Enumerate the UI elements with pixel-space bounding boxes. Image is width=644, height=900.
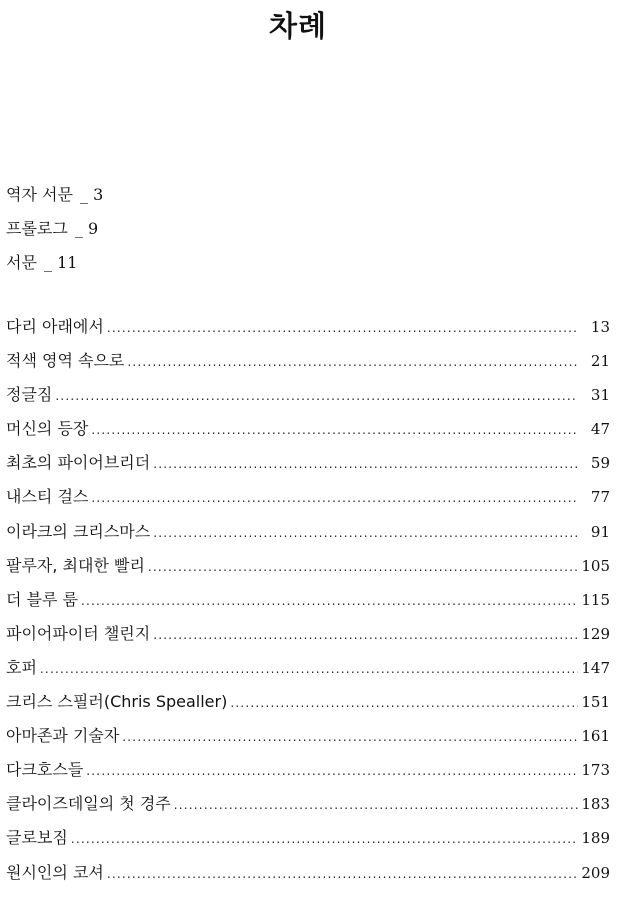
chapter-title: 내스티 걸스 — [6, 487, 89, 507]
toc-entry[interactable] — [6, 382, 610, 416]
dot-leader — [55, 389, 578, 403]
dot-leader — [107, 867, 578, 881]
chapter-page: 77 — [590, 488, 610, 507]
chapter-title: 아마존과 기술자 — [6, 726, 120, 746]
toc-entry[interactable] — [6, 553, 610, 587]
chapter-title: 다크호스들 — [6, 760, 84, 780]
chapter-title: 최초의 파이어브리더 — [6, 453, 151, 473]
toc-entry[interactable] — [6, 348, 610, 382]
dot-leader — [153, 628, 578, 642]
front-matter-page: 9 — [88, 219, 99, 238]
front-matter-list — [6, 182, 566, 284]
chapter-title: 크리스 스필러(Chris Spealler) — [6, 692, 228, 712]
toc-entry[interactable] — [6, 860, 610, 894]
chapter-page: 31 — [590, 386, 610, 405]
toc-entry[interactable] — [6, 484, 610, 518]
toc-entry[interactable] — [6, 519, 610, 553]
chapter-title: 이라크의 크리스마스 — [6, 521, 151, 541]
chapter-page: 21 — [590, 352, 610, 371]
toc-entry[interactable] — [6, 416, 610, 450]
front-matter-item[interactable] — [6, 182, 566, 216]
dot-leader — [153, 457, 578, 471]
toc-entry[interactable] — [6, 825, 610, 859]
chapter-title: 클라이즈데일의 첫 경주 — [6, 794, 171, 814]
chapter-page: 183 — [581, 795, 610, 814]
chapter-page: 161 — [581, 727, 610, 746]
dot-leader — [127, 355, 578, 369]
chapter-page: 147 — [581, 658, 610, 677]
front-matter-separator: _ — [44, 253, 53, 272]
toc-entry[interactable] — [6, 314, 610, 348]
chapter-page: 59 — [590, 454, 610, 473]
chapter-title: 글로보짐 — [6, 828, 68, 848]
dot-leader — [86, 764, 578, 778]
chapter-page: 115 — [581, 590, 610, 609]
chapter-page: 151 — [581, 693, 610, 712]
toc-entry[interactable] — [6, 689, 610, 723]
front-matter-page: 11 — [57, 253, 78, 272]
dot-leader — [230, 696, 578, 710]
chapter-title: 정글짐 — [6, 385, 53, 405]
dot-leader — [174, 798, 578, 812]
toc-entry[interactable] — [6, 655, 610, 689]
chapter-title: 팔루자, 최대한 빨리 — [6, 555, 145, 575]
front-matter-label: 서문 — [6, 253, 37, 272]
front-matter-page: 3 — [93, 185, 104, 204]
chapter-page: 13 — [590, 318, 610, 336]
chapter-page: 209 — [581, 863, 610, 882]
chapter-title: 머신의 등장 — [6, 419, 89, 439]
chapter-page: 47 — [590, 420, 610, 439]
front-matter-item[interactable] — [6, 216, 566, 250]
dot-leader — [107, 321, 578, 335]
chapter-title: 더 블루 룸 — [6, 589, 78, 609]
chapter-title: 원시인의 코셔 — [6, 862, 104, 882]
front-matter-separator: _ — [74, 219, 83, 238]
toc-entry[interactable] — [6, 587, 610, 621]
front-matter-item[interactable] — [6, 250, 566, 284]
chapter-page: 105 — [581, 556, 610, 575]
chapter-list — [6, 314, 610, 894]
dot-leader — [91, 491, 578, 505]
toc-entry[interactable] — [6, 757, 610, 791]
dot-leader — [148, 560, 578, 574]
chapter-page: 173 — [581, 761, 610, 780]
toc-entry[interactable] — [6, 621, 610, 655]
chapter-page: 129 — [581, 624, 610, 643]
chapter-page: 189 — [581, 829, 610, 848]
dot-leader — [81, 594, 578, 608]
page-title: 차례 — [268, 9, 328, 43]
dot-leader — [40, 662, 578, 676]
dot-leader — [153, 526, 578, 540]
toc-entry[interactable] — [6, 791, 610, 825]
front-matter-label: 역자 서문 — [6, 185, 73, 204]
chapter-title: 파이어파이터 챌린지 — [6, 623, 151, 643]
chapter-title: 호퍼 — [6, 657, 37, 677]
toc-entry[interactable] — [6, 450, 610, 484]
front-matter-label: 프롤로그 — [6, 219, 68, 238]
dot-leader — [71, 832, 578, 846]
dot-leader — [91, 423, 578, 437]
front-matter-separator: _ — [80, 185, 89, 204]
dot-leader — [122, 730, 578, 744]
chapter-title: 적색 영역 속으로 — [6, 351, 125, 371]
toc-entry[interactable] — [6, 723, 610, 757]
chapter-page: 91 — [590, 522, 610, 541]
chapter-title: 다리 아래에서 — [6, 317, 104, 336]
